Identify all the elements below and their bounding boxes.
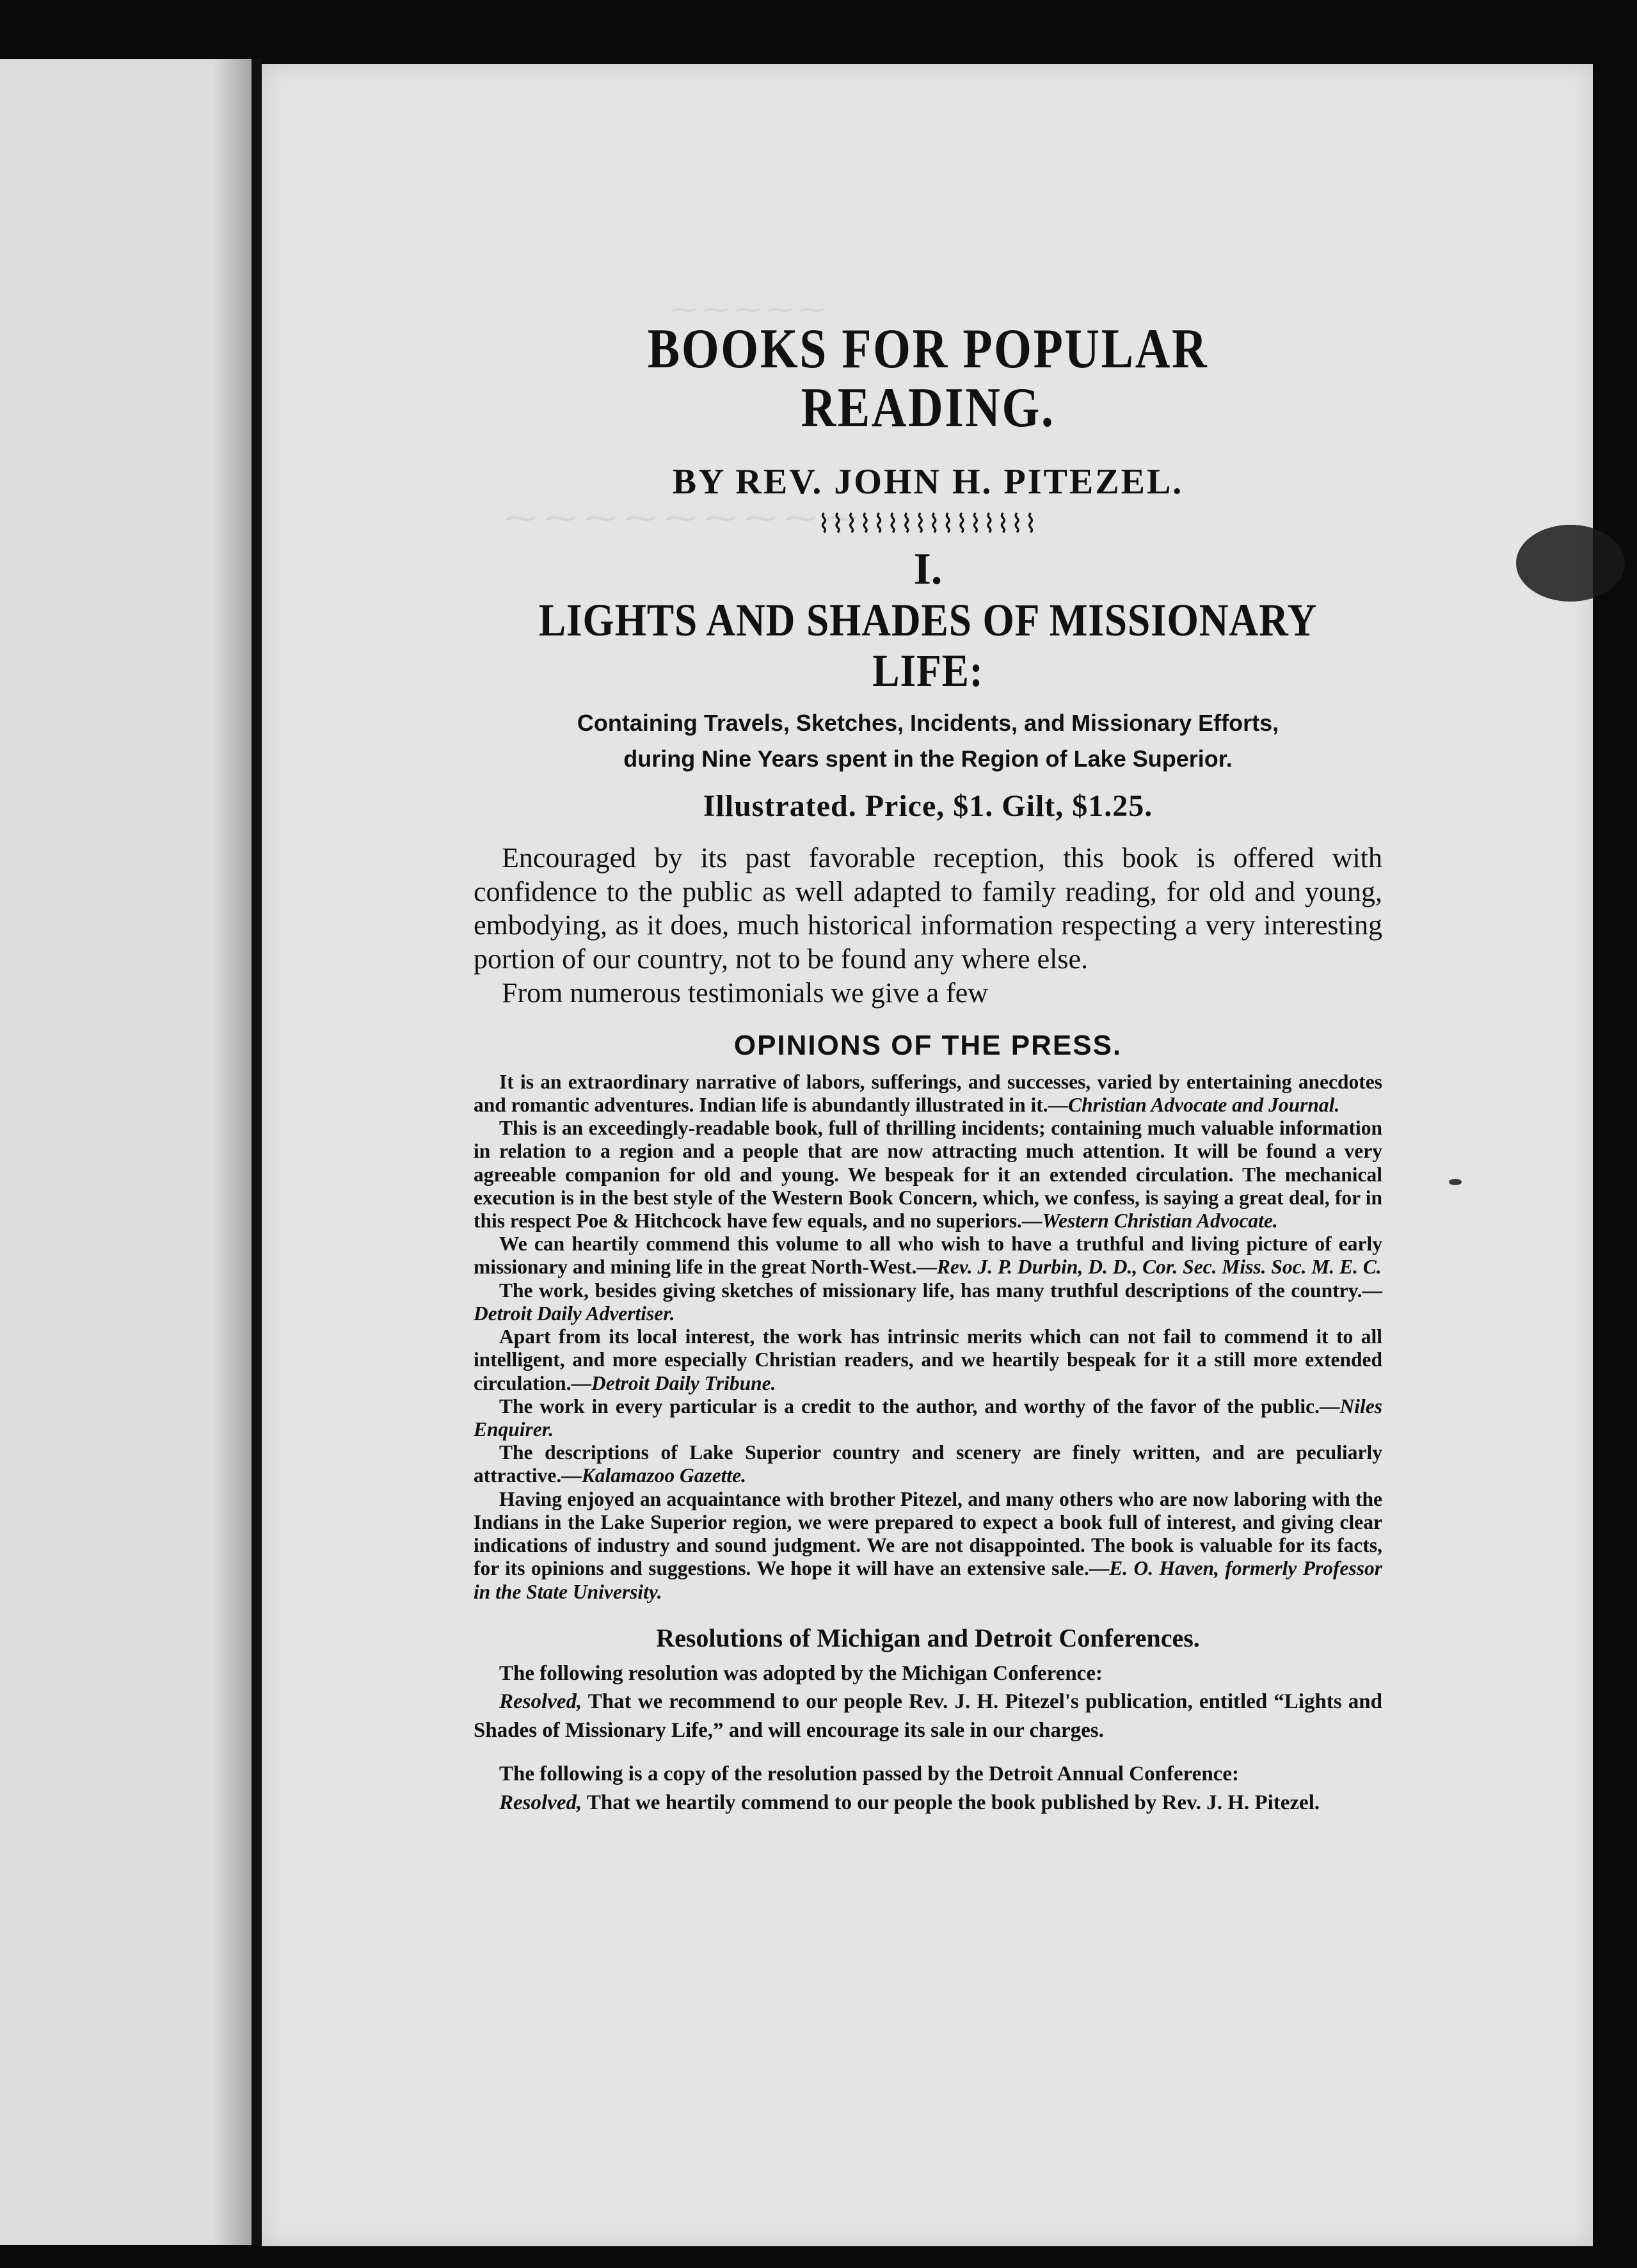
book-subtitle [474,705,1382,777]
opinion-source: Western Christian Advocate. [1042,1210,1278,1233]
press-opinion [474,1395,1382,1441]
book-subtitle-line: during Nine Years spent in the Region of Lake Superior. [623,745,1233,772]
book-price: Illustrated. Price, $1. Gilt, $1.25. [703,788,1153,823]
opinion-source: Christian Advocate and Journal. [1068,1093,1340,1116]
detroit-intro: The following is a copy of the resolution passed by the Detroit Annual Conference: [499,1762,1239,1786]
opinion-source: Detroit Daily Tribune. [591,1371,776,1394]
detroit-resolution [474,1789,1382,1817]
opinion-text: The work, besides giving sketches of missionary life, has many truthful descriptions of the country.— [499,1279,1382,1302]
bleed-through-text: ⁓ ⁓ ⁓ ⁓ ⁓ ⁓ ⁓ ⁓ ⁓ [505,500,857,536]
opinion-text: This is an exceedingly-readable book, full of thrilling incidents; containing much valuable information in relation to a region and a people that are now attracting much attention. It will be found a very agreeable companion for old and young. We bespeak for it an extended circulation. The mechanical execution is in the best style of the Western Book Concern, which, we confess, is saying a great deal, for in this respect Poe & Hitchcock have few equals, and no superiors.— [474,1117,1382,1233]
opinion-source: Rev. J. P. Durbin, D. D., Cor. Sec. Miss. Soc. M. E. C. [936,1256,1382,1279]
author-byline: BY REV. JOHN H. PITEZEL. [672,461,1184,502]
page-title: BOOKS FOR POPULAR READING. [647,318,1209,440]
intro-lead-in: From numerous testimonials we give a few [502,977,989,1009]
opinions-list [474,1071,1382,1604]
opinion-text: We can heartily commend this volume to all who wish to have a truthful and living picture of early missionary and mining life in the great North-West.— [474,1233,1382,1279]
resolved-keyword: Resolved, [499,1690,582,1714]
left-page-edge [0,59,252,2245]
resolution-text: That we heartily commend to our people the book published by Rev. J. H. Pitezel. [582,1791,1320,1814]
opinion-text: The descriptions of Lake Superior country and scenery are finely written, and are peculiarly attractive.— [474,1441,1382,1487]
opinion-text: Having enjoyed an acquaintance with brother Pitezel, and many others who are now laboring with the Indians in the Lake Superior region, we were prepared to expect a book full of interest, and giving clear indications of industry and sound judgment. We are not disappointed. The book is valuable for its facts, for its opinions and suggestions. We hope it will have an extensive sale.— [474,1487,1382,1580]
resolutions-heading: Resolutions of Michigan and Detroit Conferences. [656,1623,1200,1652]
intro-paragraph: Encouraged by its past favorable reception, this book is offered with confidence to the public as well adapted to family reading, for old and young, embodying, as it does, much historical information respecting a very interesting portion of our country, not to be found any where else. [474,842,1382,975]
opinion-text: The work in every particular is a credit to the author, and worthy of the favor of the public.— [499,1394,1340,1418]
press-opinion [474,1071,1382,1117]
opinion-source: Detroit Daily Advertiser. [474,1302,675,1325]
opinion-text: It is an extraordinary narrative of labors, sufferings, and successes, varied by entertaining anecdotes and romantic adventures. Indian life is abundantly illustrated in it.— [474,1070,1382,1116]
title-block [474,320,1382,824]
page-content [474,320,1382,1817]
opinion-source: Kalamazoo Gazette. [581,1464,747,1487]
press-opinion [474,1441,1382,1487]
resolution-text: That we recommend to our people Rev. J. H. Pitezel's publication, entitled “Lights and Shades of Missionary Life,” and will encourage its sale in our charges. [474,1690,1382,1742]
book-subtitle-line: Containing Travels, Sketches, Incidents, and Missionary Efforts, [577,710,1279,737]
press-opinion [474,1279,1382,1325]
press-opinion [474,1325,1382,1395]
press-opinion [474,1117,1382,1233]
book-number: I. [913,544,943,594]
book-gutter [252,59,262,2245]
ink-speck [1449,1179,1462,1185]
press-opinion [474,1488,1382,1604]
michigan-resolution [474,1688,1382,1745]
opinion-text: Apart from its local interest, the work has intrinsic merits which can not fail to commend it to all intelligent, and more especially Christian readers, and we heartily bespeak for it a still more extended circulation.— [474,1325,1382,1394]
press-opinion [474,1233,1382,1279]
opinions-heading: OPINIONS OF THE PRESS. [733,1029,1122,1061]
michigan-intro: The following resolution was adopted by the Michigan Conference: [499,1661,1103,1685]
opinion-source: E. O. Haven, formerly Professor in the State University. [474,1557,1382,1603]
ink-blot [1516,525,1625,602]
decorative-rule: ⌇⌇⌇⌇⌇⌇⌇⌇⌇⌇⌇⌇⌇⌇⌇⌇ [817,509,1039,538]
bleed-through-text: ⁓ ⁓ ⁓ ⁓ ⁓ [671,295,825,324]
resolved-keyword: Resolved, [499,1791,582,1814]
book-title: LIGHTS AND SHADES OF MISSIONARY LIFE: [538,594,1318,696]
opinion-source: Niles Enquirer. [474,1394,1382,1441]
